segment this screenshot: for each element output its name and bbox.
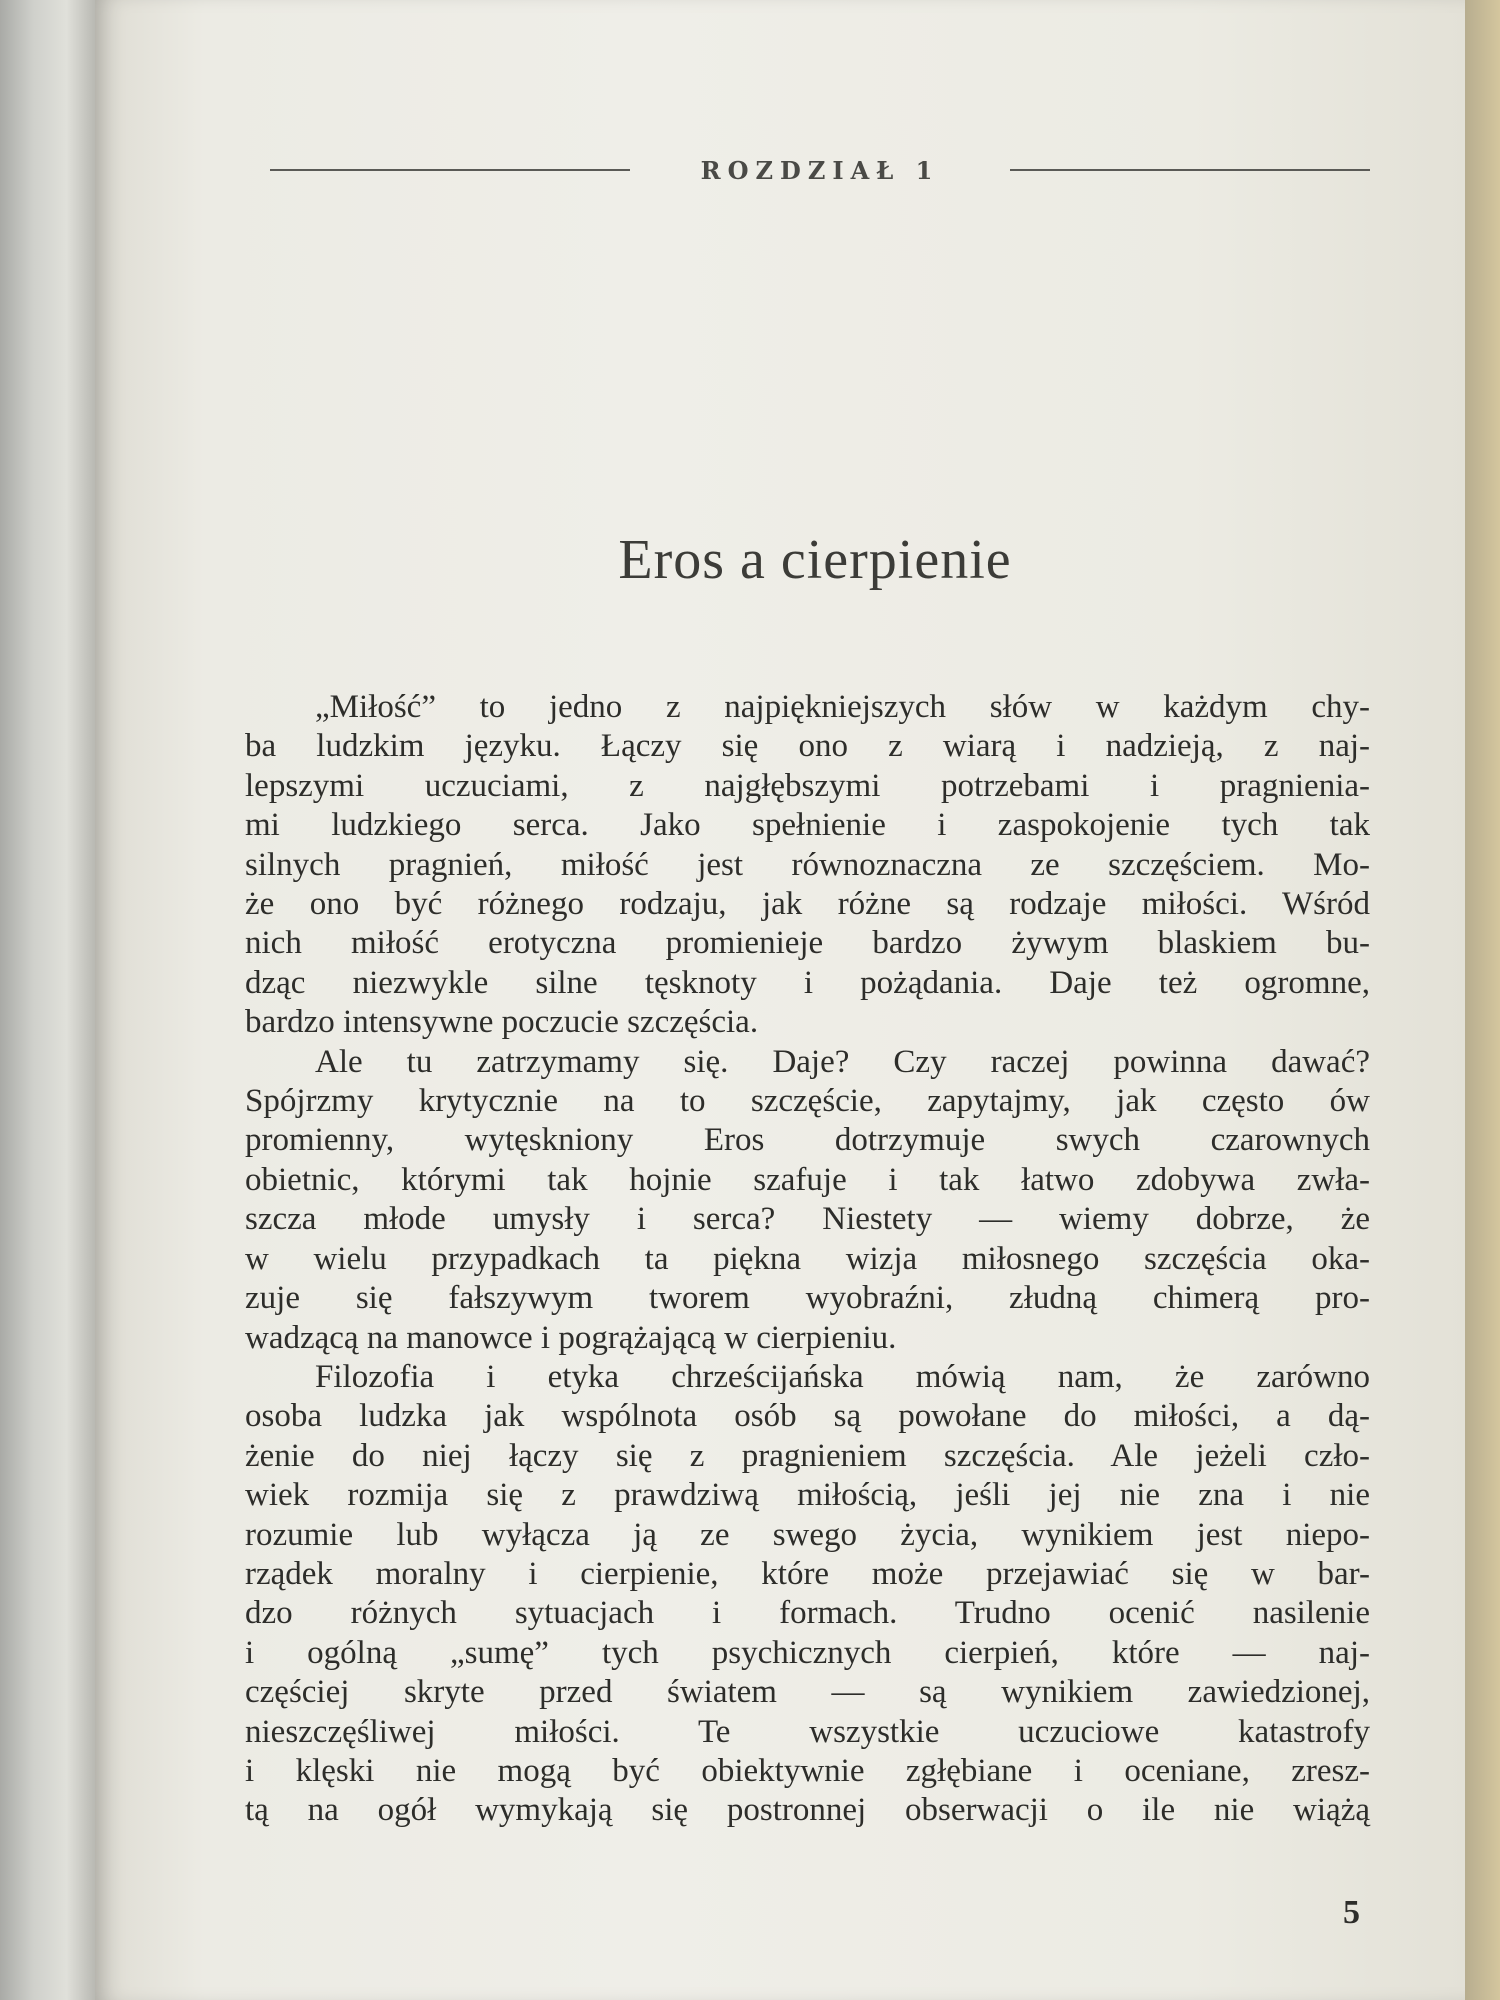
text-line: nich miłość erotyczna promienieje bardzo żywym blaskiem bu- (245, 925, 1370, 962)
book-page (95, 0, 1465, 2000)
text-line: w wielu przypadkach ta piękna wizja miłosnego szczęścia oka- (245, 1240, 1370, 1277)
chapter-label: ROZDZIAŁ 1 (700, 155, 940, 185)
table-surface (1465, 0, 1500, 2000)
text-line: szcza młode umysły i serca? Niestety — wiemy dobrze, że (245, 1201, 1370, 1238)
text-line: i ogólną „sumę” tych psychicznych cierpień, które — naj- (245, 1634, 1370, 1671)
text-line: wadzącą na manowce i pogrążającą w cierpieniu. (245, 1319, 897, 1356)
text-line: zuje się fałszywym tworem wyobraźni, złudną chimerą pro- (245, 1280, 1370, 1317)
page-number: 5 (1343, 1894, 1360, 1931)
text-line: wiek rozmija się z prawdziwą miłością, jeśli jej nie zna i nie (245, 1477, 1370, 1514)
text-line: Filozofia i etyka chrześcijańska mówią nam, że zarówno (315, 1358, 1370, 1395)
text-line: silnych pragnień, miłość jest równoznaczna ze szczęściem. Mo- (245, 846, 1370, 883)
text-line: Spójrzmy krytycznie na to szczęście, zapytajmy, jak często ów (245, 1083, 1370, 1120)
text-line: bardzo intensywne poczucie szczęścia. (245, 1004, 759, 1041)
text-line: żenie do niej łączy się z pragnieniem szczęścia. Ale jeżeli czło- (245, 1437, 1370, 1474)
text-line: tą na ogół wymykają się postronnej obserwacji o ile nie wiążą (245, 1792, 1370, 1829)
chapter-rule-right (1010, 169, 1370, 171)
chapter-heading (270, 150, 1370, 190)
text-line: rządek moralny i cierpienie, które może przejawiać się w bar- (245, 1555, 1370, 1592)
text-line: że ono być różnego rodzaju, jak różne są rodzaje miłości. Wśród (245, 886, 1370, 923)
chapter-title: Eros a cierpienie (618, 529, 1012, 591)
text-line: nieszczęśliwej miłości. Te wszystkie uczuciowe katastrofy (245, 1713, 1370, 1750)
adjacent-page-edge (0, 0, 95, 2000)
text-line: ba ludzkim języku. Łączy się ono z wiarą i nadzieją, z naj- (245, 728, 1370, 765)
text-line: osoba ludzka jak wspólnota osób są powołane do miłości, a dą- (245, 1398, 1370, 1435)
text-line: „Miłość” to jedno z najpiękniejszych słów w każdym chy- (315, 689, 1370, 725)
text-line: i klęski nie mogą być obiektywnie zgłębiane i oceniane, zresz- (245, 1752, 1370, 1789)
text-line: obietnic, którymi tak hojnie szafuje i tak łatwo zdobywa zwła- (245, 1161, 1370, 1198)
text-line: mi ludzkiego serca. Jako spełnienie i zaspokojenie tych tak (245, 807, 1370, 844)
text-line: częściej skryte przed światem — są wynikiem zawiedzionej, (245, 1674, 1370, 1711)
text-line: rozumie lub wyłącza ją ze swego życia, wynikiem jest niepo- (245, 1516, 1370, 1553)
text-line: lepszymi uczuciami, z najgłębszymi potrzebami i pragnienia- (245, 767, 1370, 804)
text-line: Ale tu zatrzymamy się. Daje? Czy raczej powinna dawać? (315, 1043, 1370, 1080)
body-text (245, 688, 1370, 1831)
text-line: dzo różnych sytuacjach i formach. Trudno ocenić nasilenie (245, 1595, 1370, 1632)
text-line: dząc niezwykle silne tęsknoty i pożądania. Daje też ogromne, (245, 964, 1370, 1001)
chapter-rule-left (270, 169, 630, 171)
text-line: promienny, wytęskniony Eros dotrzymuje swych czarownych (245, 1122, 1370, 1159)
